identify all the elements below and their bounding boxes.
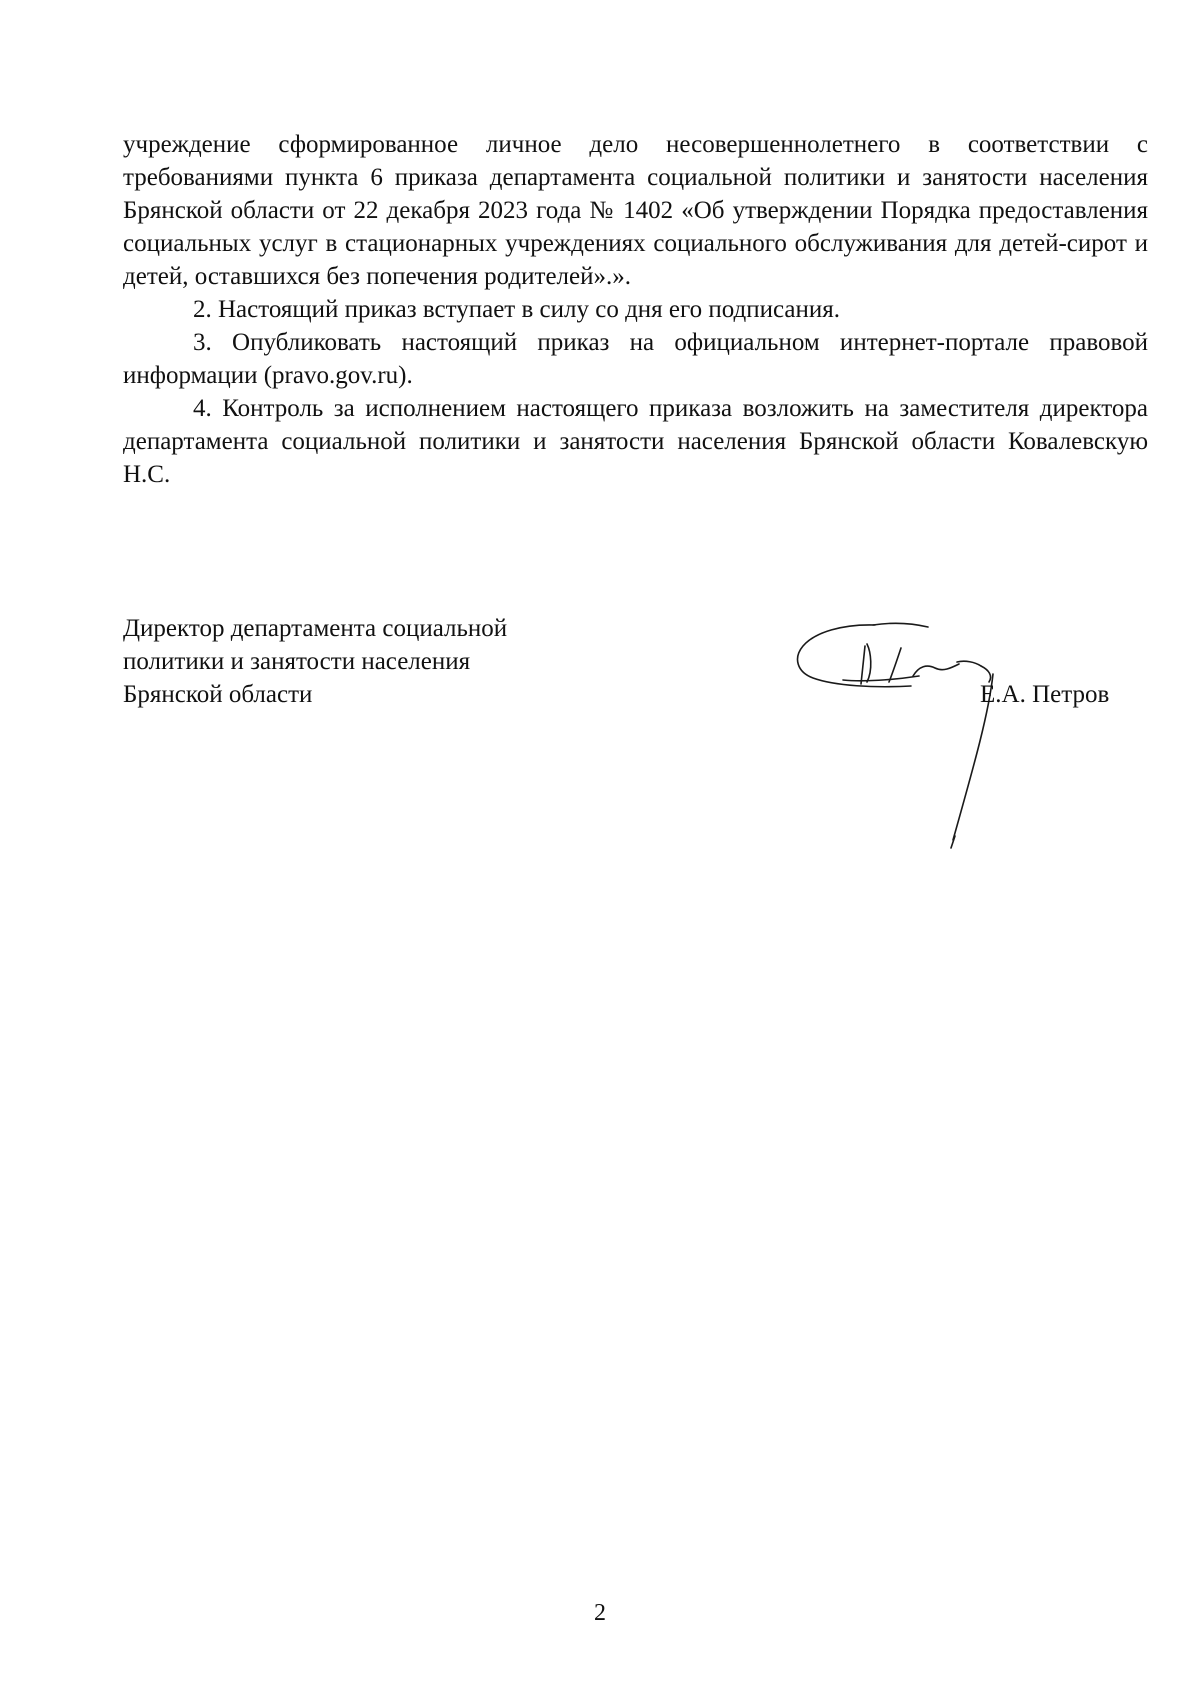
signatory-name: Е.А. Петров <box>980 681 1110 708</box>
document-body <box>123 128 1148 491</box>
handwritten-signature <box>743 622 1083 852</box>
signatory-title-line: политики и занятости населения <box>123 648 471 675</box>
signatory-title-line: Директор департамента социальной <box>123 615 508 642</box>
paragraph-item-4: 4. Контроль за исполнением настоящего приказа возложить на заместителя директора департамента социальной политики и занятости населения Брянской области Ковалевскую Н.С. <box>123 395 1148 488</box>
page-number: 2 <box>594 1600 606 1626</box>
paragraph-item-3: 3. Опубликовать настоящий приказ на официальном интернет-портале правовой информации (pravo.gov.ru). <box>123 329 1148 389</box>
paragraph-item-2: 2. Настоящий приказ вступает в силу со дня его подписания. <box>193 296 841 323</box>
paragraph-continuation: учреждение сформированное личное дело несовершеннолетнего в соответствии с требованиями пункта 6 приказа департамента социальной политики и занятости населения Брянской области от 22 декабря 2023 года № 1402 «Об утверждении Порядка предоставления социальных услуг в стационарных учреждениях социального обслуживания для детей-сирот и детей, оставшихся без попечения родителей».». <box>123 131 1148 290</box>
signature-block <box>123 612 1148 852</box>
signatory-title-line: Брянской области <box>123 681 313 708</box>
signatory-title <box>123 612 603 711</box>
